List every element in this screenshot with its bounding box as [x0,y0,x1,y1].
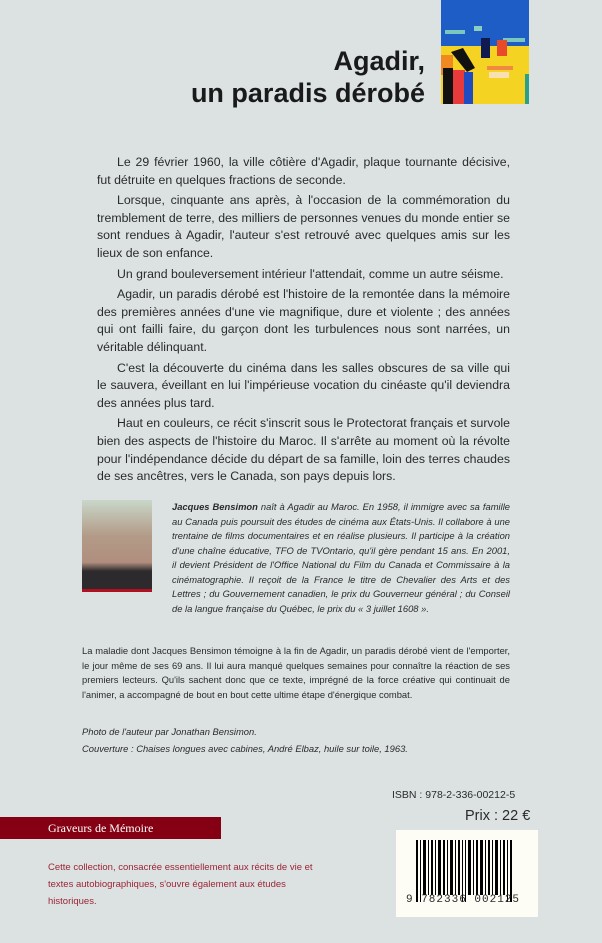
collection-banner: Graveurs de Mémoire [0,817,221,839]
author-bio-text: naît à Agadir au Maroc. En 1958, il immigre avec sa famille au Canada puis poursuit des études de cinéma aux États-Unis. Il collabore à une trentaine de films documentaires et en réalise plusieurs. Il participe à la création d'une chaîne éducative, TFO de TVOntario, qu'il gère pendant 15 ans. En 2001, il devient Président de l'Office National du Film du Canada et Commissaire à la cinématographie. Il reçoit de la France le titre de Chevalier des Arts et des Lettres ; du Gouvernement canadien, le prix du Gouverneur général ; du Conseil de la langue française du Québec, le prix du « 3 juillet 1608 ». [172,501,510,614]
author-photo [82,500,152,592]
collection-description: Cette collection, consacrée essentiellement aux récits de vie et textes autobiographiques, s'ouvre également aux études historiques. [48,862,313,907]
barcode [396,830,538,917]
synopsis-paragraph: C'est la découverte du cinéma dans les salles obscures de sa ville qui le sauvera, éveillant en lui l'impérieuse vocation du cinéaste qu'il deviendra des années plus tard. [97,360,510,410]
photo-credit: Photo de l'auteur par Jonathan Bensimon. [82,726,257,737]
barcode-digits: 9 782336 002125 [406,894,521,906]
synopsis-paragraph: Agadir, un paradis dérobé est l'histoire de la remontée dans la mémoire des premières années d'une vie magnifique, dure et violente ; des années qui ont failli faire, du garçon dont les turbulences nous sont narrées, un véritable délinquant. [97,287,510,354]
cover-credit: Couverture : Chaises longues avec cabines, André Elbaz, huile sur toile, 1963. [82,743,408,754]
synopsis [97,154,510,489]
price: Prix : 22 € [465,808,531,824]
cover-painting [441,0,529,104]
author-note: La maladie dont Jacques Bensimon témoigne à la fin de Agadir, un paradis dérobé vient de l'emporter, le jour même de ses 69 ans. Il lui aura manqué quelques semaines pour connaître la réaction de ses premiers lecteurs. Qu'ils sachent donc que ce texte, imprégné de la force créative qui continuait de l'animer, a accompagné de bout en bout cette ultime étape d'énergique combat. [82,645,510,701]
synopsis-paragraph: Haut en couleurs, ce récit s'inscrit sous le Protectorat français et survole bien des aspects de l'histoire du Maroc. Il s'arrête au moment où la révolte pour l'indépendance décide du départ de sa famille, loin des terres chaudes de ses ancêtres, vers le Canada, son pays depuis lors. [97,416,510,484]
credits [82,723,510,757]
title-line-1: Agadir, [333,46,425,76]
book-title [100,45,425,109]
isbn: ISBN : 978-2-336-00212-5 [392,789,516,801]
synopsis-paragraph: Lorsque, cinquante ans après, à l'occasion de la commémoration du tremblement de terre, des milliers de personnes venues du monde entier se sont rendues à Agadir, l'auteur s'est retrouvé avec quelques amis sur les lieux de son enfance. [97,193,510,260]
author-name: Jacques Bensimon [172,501,258,512]
synopsis-paragraph: Le 29 février 1960, la ville côtière d'Agadir, plaque tournante décisive, fut détruite en quelques fractions de seconde. [97,155,510,187]
synopsis-paragraph: Un grand bouleversement intérieur l'attendait, comme un autre séisme. [117,266,504,281]
title-line-2: un paradis dérobé [190,78,425,108]
author-bio [172,500,510,616]
